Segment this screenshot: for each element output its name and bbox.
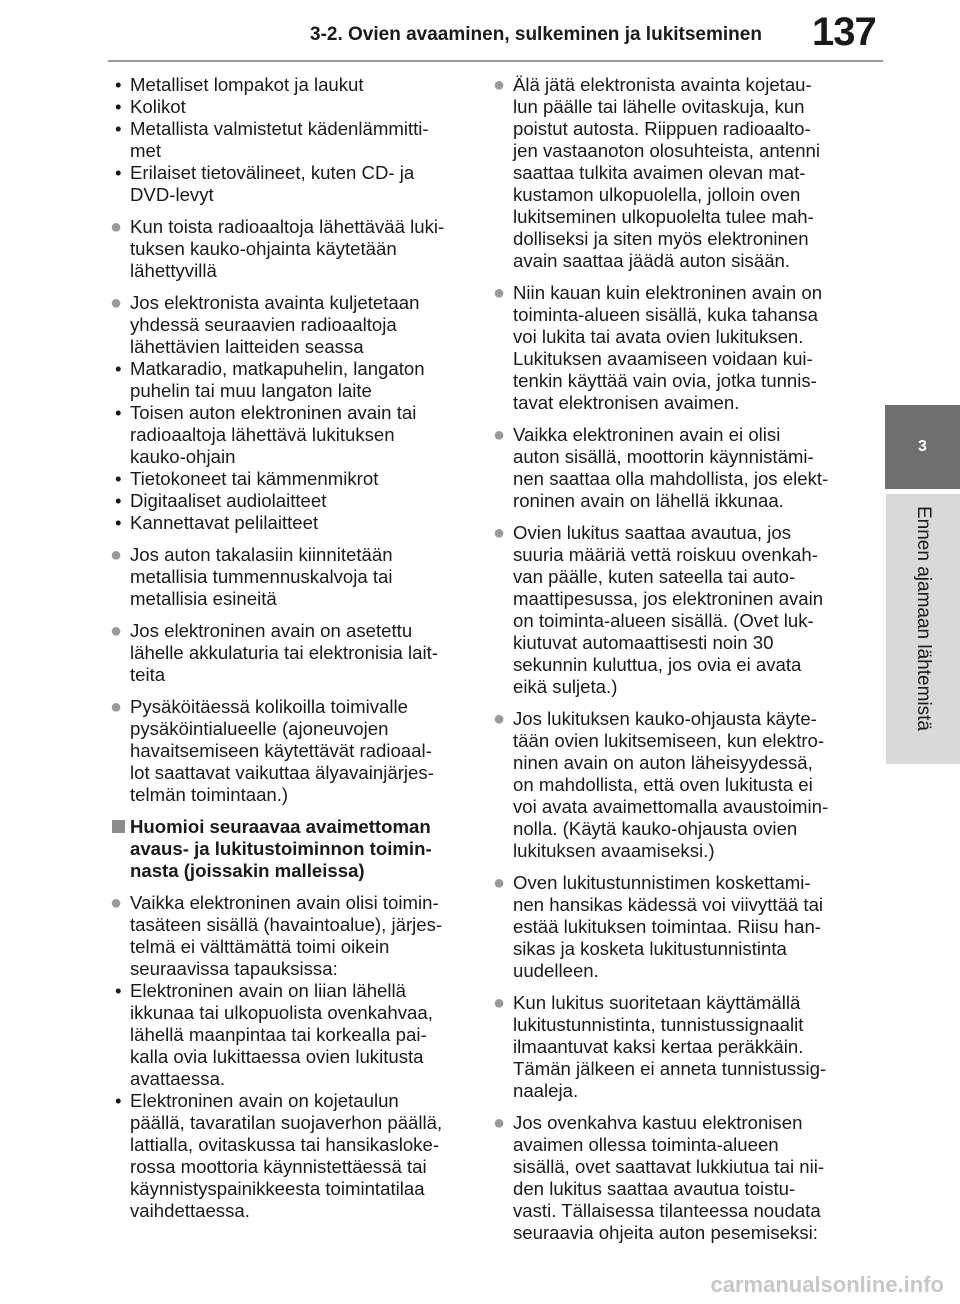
bullet-icon: ● [110, 620, 123, 642]
text-line: sisällä, ovet saattavat lukkiutua tai nii- [513, 1156, 825, 1177]
small-bullet-icon: • [115, 1090, 122, 1111]
text-line: toiminta-alueen sisällä, kuka tahansa [513, 304, 818, 325]
chapter-label-tab [886, 494, 960, 764]
list-item-continuation [110, 1200, 470, 1222]
text-line: voi avata avaimettomalla avaustoimin- [513, 796, 829, 817]
text-line: voi lukita tai avata ovien lukituksen. [513, 326, 804, 347]
text-line: naaleja. [513, 1080, 579, 1101]
list-item-text: DVD-levyt [130, 184, 214, 205]
list-item-continuation [110, 380, 470, 402]
text-line: lähettyvillä [130, 260, 217, 281]
bullet-icon: ● [493, 1112, 506, 1134]
text-line: Vaikka elektroninen avain olisi toimin- [130, 892, 439, 913]
text-line: telmä ei välttämättä toimi oikein [130, 936, 390, 957]
bullet-icon: ● [493, 872, 506, 894]
bullet-icon: ● [493, 522, 506, 544]
bullet-item [493, 74, 851, 272]
text-line: nen hansikas kädessä voi viivyttää tai [513, 894, 824, 915]
page-header [0, 0, 960, 62]
text-line: tenkin käyttää vain ovia, jotka tunnis- [513, 370, 817, 391]
list-item-continuation [110, 140, 470, 162]
bullet-item [493, 282, 851, 414]
text-line: Tämän jälkeen ei anneta tunnistussig- [513, 1058, 827, 1079]
list-item [110, 512, 470, 534]
text-line: jen vastaanoton olosuhteista, antenni [513, 140, 821, 161]
text-line: Pysäköitäessä kolikoilla toimivalle [130, 696, 408, 717]
text-line: Jos auton takalasiin kiinnitetään [130, 544, 393, 565]
list-item [110, 162, 470, 184]
text-line: avain saattaa jäädä auton sisään. [513, 250, 791, 271]
list-item-text: Elektroninen avain on liian lähellä [130, 980, 406, 1001]
list-item-continuation [110, 446, 470, 468]
small-bullet-icon: • [115, 490, 122, 511]
text-line: den lukitus saattaa avautua toistu- [513, 1178, 796, 1199]
bullet-icon: ● [493, 992, 506, 1014]
bullet-item [110, 696, 470, 806]
bullet-item [493, 992, 851, 1102]
text-line: poistut autosta. Riippuen radioaalto- [513, 118, 811, 139]
list-item [110, 402, 470, 424]
text-line: tasäteen sisällä (havaintoalue), järjes- [130, 914, 443, 935]
text-line: lähelle akkulaturia tai elektronisia lait- [130, 642, 438, 663]
text-line: saattaa tulkita avaimen olevan mat- [513, 162, 806, 183]
text-line: sekunnin kuluttua, jos ovia ei avata [513, 654, 802, 675]
section-title: 3-2. Ovien avaaminen, sulkeminen ja lukitseminen [310, 24, 762, 45]
list-item-text: kauko-ohjain [130, 446, 236, 467]
text-line: teita [130, 664, 166, 685]
text-line: on mahdollista, että oven lukitusta ei [513, 774, 813, 795]
list-item-text: radioaaltoja lähettävä lukituksen [130, 424, 395, 445]
list-item-text: Kannettavat pelilaitteet [130, 512, 319, 533]
chapter-tab[interactable] [885, 405, 960, 489]
list-item-text: Digitaaliset audiolaitteet [130, 490, 327, 511]
list-item [110, 118, 470, 140]
text-line: lun päälle tai lähelle ovitaskuja, kun [513, 96, 805, 117]
watermark: carmanualsonline.info [710, 1272, 944, 1297]
text-line: pysäköintialueelle (ajoneuvojen [130, 718, 389, 739]
text-line: Älä jätä elektronista avainta kojetau- [513, 74, 812, 95]
small-bullet-icon: • [115, 358, 122, 379]
dash-list [110, 74, 470, 206]
text-line: suuria määriä vettä roiskuu ovenkah- [513, 544, 818, 565]
small-bullet-icon: • [115, 74, 122, 95]
list-item-text: päällä, tavaratilan suojaverhon päällä, [130, 1112, 443, 1133]
list-item-continuation [110, 1068, 470, 1090]
text-line: metallisia tummennuskalvoja tai [130, 566, 393, 587]
text-line: lähettävien laitteiden seassa [130, 336, 364, 357]
text-line: nasta (joissakin malleissa) [130, 860, 365, 881]
text-line: avaus- ja lukitustoiminnon toimin- [130, 838, 432, 859]
bullet-item [493, 1112, 851, 1244]
section-heading [110, 816, 470, 882]
list-item-continuation [110, 1178, 470, 1200]
bullet-item [493, 872, 851, 982]
text-line: Kun toista radioaaltoja lähettävää luki- [130, 216, 445, 237]
text-line: lukitseminen ulkopuolelta tulee mah- [513, 206, 814, 227]
text-line: Jos elektroninen avain on asetettu [130, 620, 413, 641]
text-line: Jos elektronista avainta kuljetetaan [130, 292, 420, 313]
bullet-icon: ● [110, 216, 123, 238]
list-item-text: Kolikot [130, 96, 186, 117]
text-line: Vaikka elektroninen avain ei olisi [513, 424, 781, 445]
list-item-text: ikkunaa tai ulkopuolista ovenkahvaa, [130, 1002, 433, 1023]
text-line: Jos lukituksen kauko-ohjausta käyte- [513, 708, 817, 729]
text-line: Kun lukitus suoritetaan käyttämällä [513, 992, 801, 1013]
text-line: seuraavissa tapauksissa: [130, 958, 338, 979]
text-line: maattipesussa, jos elektroninen avain [513, 588, 824, 609]
text-line: nolla. (Käytä kauko-ohjausta ovien [513, 818, 798, 839]
small-bullet-icon: • [115, 980, 122, 1001]
list-item [110, 1090, 470, 1112]
text-line: lukitustunnistinta, tunnistussignaalit [513, 1014, 804, 1035]
bullet-item [493, 708, 851, 862]
text-line: avaimen ollessa toiminta-alueen [513, 1134, 779, 1155]
text-line: Jos ovenkahva kastuu elektronisen [513, 1112, 803, 1133]
list-item-continuation [110, 1156, 470, 1178]
text-line: Niin kauan kuin elektroninen avain on [513, 282, 823, 303]
bullet-item [110, 544, 470, 610]
list-item-continuation [110, 1134, 470, 1156]
list-item-continuation [110, 424, 470, 446]
text-line: nen saattaa olla mahdollista, jos elekt- [513, 468, 829, 489]
list-item-text: Matkaradio, matkapuhelin, langaton [130, 358, 425, 379]
text-line: telmän toimintaan.) [130, 784, 289, 805]
list-item-continuation [110, 1002, 470, 1024]
chapter-label: Ennen ajamaan lähtemistä [913, 506, 934, 731]
chapter-number: 3 [918, 438, 927, 455]
list-item [110, 468, 470, 490]
list-item [110, 490, 470, 512]
text-line: Ovien lukitus saattaa avautua, jos [513, 522, 792, 543]
header-divider [108, 60, 883, 62]
text-line: uudelleen. [513, 960, 599, 981]
list-item-text: Elektroninen avain on kojetaulun [130, 1090, 399, 1111]
bullet-icon: ● [493, 282, 506, 304]
page-number: 137 [812, 10, 876, 54]
text-line: seuraavia ohjeita auton pesemiseksi: [513, 1222, 818, 1243]
list-item-text: Tietokoneet tai kämmenmikrot [130, 468, 379, 489]
text-line: eikä suljeta.) [513, 676, 618, 697]
text-line: lot saattavat vaikuttaa älyavainjärjes- [130, 762, 434, 783]
text-line: Oven lukitustunnistimen koskettami- [513, 872, 811, 893]
small-bullet-icon: • [115, 162, 122, 183]
list-item-continuation [110, 1112, 470, 1134]
text-line: estää lukituksen toimintaa. Riisu han- [513, 916, 821, 937]
text-line: kustamon ulkopuolella, jolloin oven [513, 184, 801, 205]
text-line: yhdessä seuraavien radioaaltoja [130, 314, 397, 335]
bullet-icon: ● [110, 544, 123, 566]
bullet-item [493, 522, 851, 698]
text-line: dolliseksi ja siten myös elektroninen [513, 228, 809, 249]
bullet-icon: ● [493, 708, 506, 730]
text-line: tuksen kauko-ohjainta käytetään [130, 238, 397, 259]
text-line: Huomioi seuraavaa avaimettoman [130, 816, 431, 837]
text-line: ninen avain on auton läheisyydessä, [513, 752, 813, 773]
list-item-text: kalla ovia lukittaessa ovien lukitusta [130, 1046, 424, 1067]
bullet-item [493, 424, 851, 512]
bullet-item [110, 892, 470, 1222]
text-line: ilmaantuvat kaksi kertaa peräkkäin. [513, 1036, 804, 1057]
bullet-item [110, 620, 470, 686]
text-line: sikas ja kosketa lukitustunnistinta [513, 938, 787, 959]
text-line: tään ovien lukitsemiseen, kun elektro- [513, 730, 825, 751]
list-item-text: Erilaiset tietovälineet, kuten CD- ja [130, 162, 415, 183]
text-line: kiutuvat automaattisesti noin 30 [513, 632, 774, 653]
list-item [110, 358, 470, 380]
small-bullet-icon: • [115, 96, 122, 117]
text-line: tavat elektronisen avaimen. [513, 392, 740, 413]
list-item-text: Metalliset lompakot ja laukut [130, 74, 364, 95]
text-line: van päälle, kuten sateella tai auto- [513, 566, 796, 587]
list-item-text: rossa moottoria käynnistettäessä tai [130, 1156, 427, 1177]
list-item-text: käynnistyspainikkeesta toimintatilaa [130, 1178, 425, 1199]
right-column [493, 74, 851, 1254]
bullet-icon: ● [493, 424, 506, 446]
list-item-continuation [110, 1046, 470, 1068]
text-line: havaitsemiseen käytettävät radioaal- [130, 740, 432, 761]
dash-list [110, 358, 470, 534]
list-item-continuation [110, 184, 470, 206]
list-item [110, 96, 470, 118]
small-bullet-icon: • [115, 402, 122, 423]
bullet-item [110, 292, 470, 534]
bullet-item [110, 216, 470, 282]
list-item-text: avattaessa. [130, 1068, 226, 1089]
list-item-text: lattialla, ovitaskussa tai hansikasloke- [130, 1134, 440, 1155]
list-item-text: puhelin tai muu langaton laite [130, 380, 372, 401]
list-item [110, 74, 470, 96]
text-line: on toiminta-alueen sisällä. (Ovet luk- [513, 610, 814, 631]
list-item-continuation [110, 1024, 470, 1046]
dash-list [110, 980, 470, 1222]
text-line: lukituksen avaamiseksi.) [513, 840, 715, 861]
list-item-text: met [130, 140, 161, 161]
bullet-icon: ● [110, 696, 123, 718]
list-item-text: lähellä maanpintaa tai korkealla pai- [130, 1024, 427, 1045]
text-line: metallisia esineitä [130, 588, 277, 609]
bullet-icon: ● [493, 74, 506, 96]
small-bullet-icon: • [115, 512, 122, 533]
left-column [110, 74, 470, 1232]
small-bullet-icon: • [115, 468, 122, 489]
bullet-icon: ● [110, 892, 123, 914]
text-line: roninen avain on lähellä ikkunaa. [513, 490, 784, 511]
square-bullet-icon [112, 820, 125, 833]
small-bullet-icon: • [115, 118, 122, 139]
list-item-text: vaihdettaessa. [130, 1200, 250, 1221]
list-item-text: Toisen auton elektroninen avain tai [130, 402, 417, 423]
list-item [110, 980, 470, 1002]
text-line: vasti. Tällaisessa tilanteessa noudata [513, 1200, 821, 1221]
text-line: auton sisällä, moottorin käynnistämi- [513, 446, 814, 467]
list-item-text: Metallista valmistetut kädenlämmitti- [130, 118, 429, 139]
text-line: Lukituksen avaamiseen voidaan kui- [513, 348, 813, 369]
bullet-icon: ● [110, 292, 123, 314]
